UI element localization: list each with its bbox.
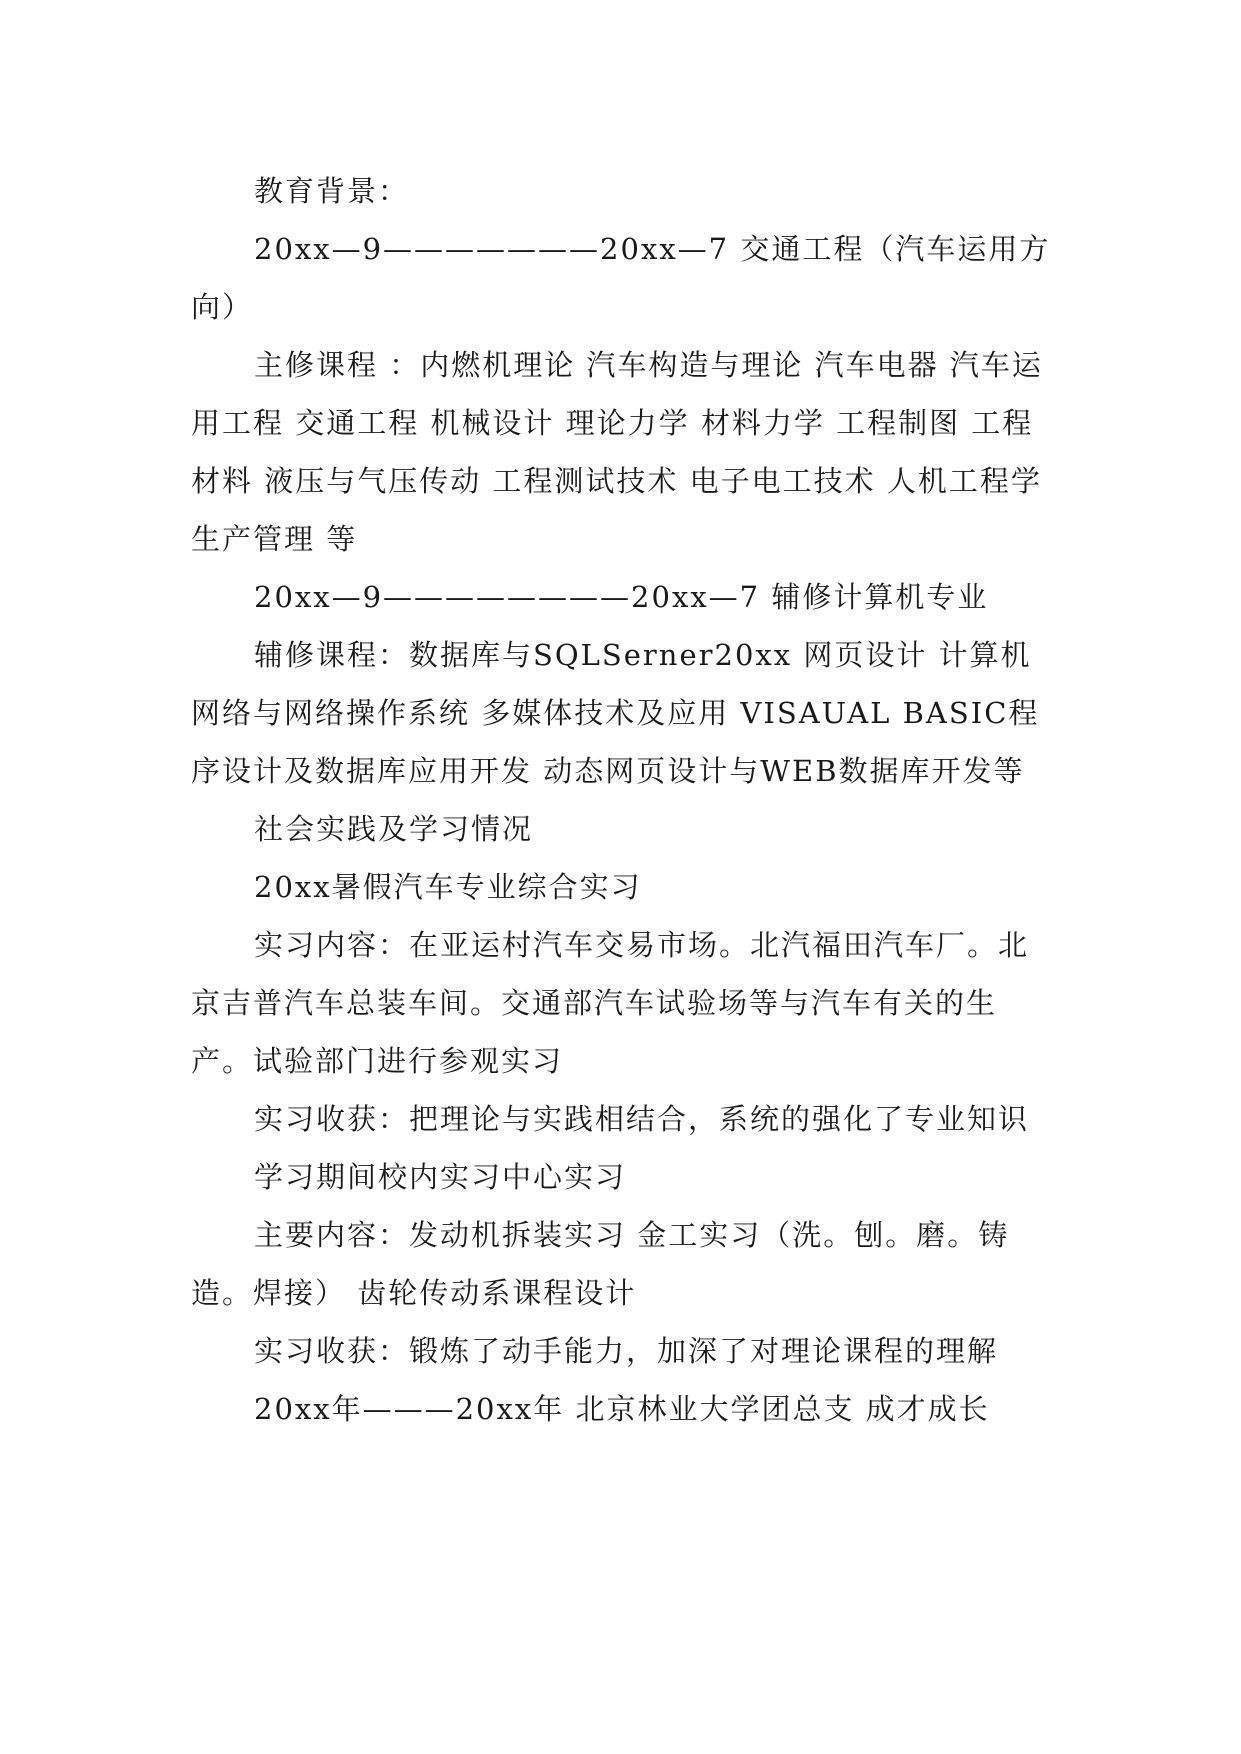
paragraph-practice-heading: 社会实践及学习情况 [254,812,534,846]
paragraph-campus-gain: 实习收获：锻炼了动手能力，加深了对理论课程的理解 [254,1334,999,1368]
paragraph-education-heading: 教育背景： [254,174,410,208]
document-body [191,162,1051,1438]
paragraph-summer-internship: 20xx暑假汽车专业综合实习 [254,870,642,904]
paragraph-major-period: 20xx—9———————20xx—7 交通工程（汽车运用方向） [191,232,1051,324]
paragraph-major-courses: 主修课程 ：内燃机理论 汽车构造与理论 汽车电器 汽车运用工程 交通工程 机械设计 理论力学 材料力学 工程制图 工程材料 液压与气压传动 工程测试技术 电子电工技术 人机工程学 生产管理 等 [191,348,1043,556]
paragraph-campus-internship: 学习期间校内实习中心实习 [254,1160,627,1194]
paragraph-league-branch: 20xx年———20xx年 北京林业大学团总支 成才成长 [254,1392,990,1426]
paragraph-internship-content: 实习内容：在亚运村汽车交易市场。北汽福田汽车厂。北京吉普汽车总装车间。交通部汽车试验场等与汽车有关的生产。试验部门进行参观实习 [191,928,1030,1078]
paragraph-campus-content: 主要内容：发动机拆装实习 金工实习（洗。刨。磨。铸造。焊接） 齿轮传动系课程设计 [191,1218,1010,1310]
paragraph-internship-gain: 实习收获：把理论与实践相结合，系统的强化了专业知识 [254,1102,1030,1136]
paragraph-minor-courses: 辅修课程：数据库与SQLSerner20xx 网页设计 计算机网络与网络操作系统 多媒体技术及应用 VISAUAL BASIC程序设计及数据库应用开发 动态网页设计与WEB数据库开发等 [191,638,1040,788]
paragraph-minor-period: 20xx—9————————20xx—7 辅修计算机专业 [254,580,989,614]
